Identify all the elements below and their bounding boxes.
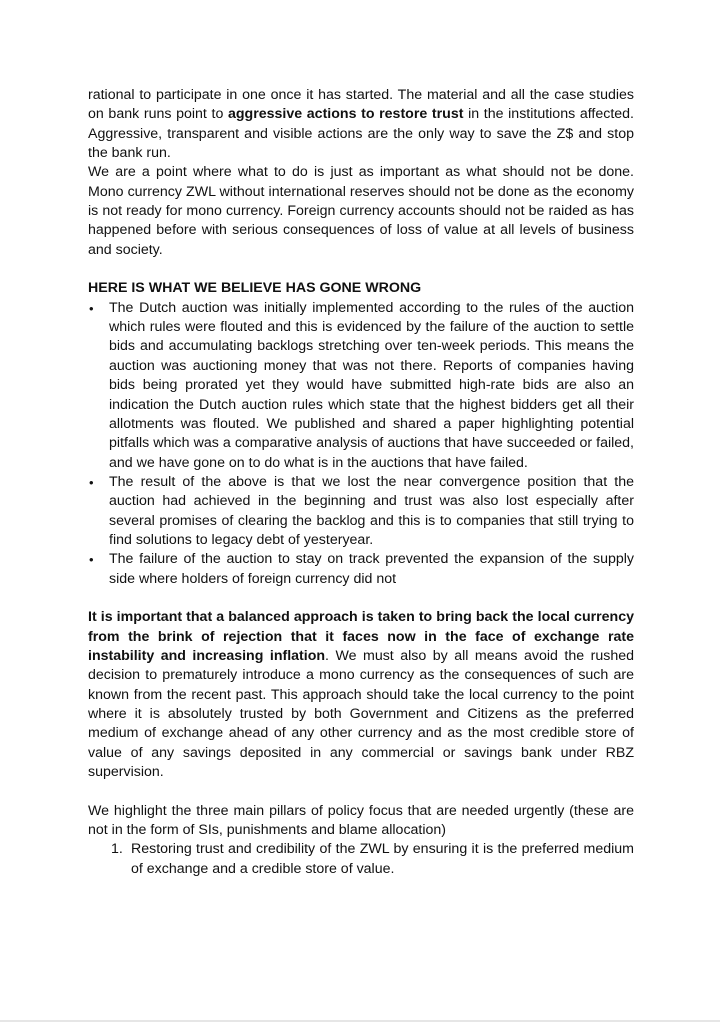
paragraph-text: in the institutions affected. Aggressive, transparent and visible actions are the only way to save the Z$ and stop the bank run. xyxy=(88,106,634,162)
numbered-item-text: Restoring trust and credibility of the ZWL by ensuring it is the preferred medium of exchange and a credible store of value. xyxy=(131,841,634,877)
bullet-icon: • xyxy=(89,552,94,568)
bullet-item-supply-side xyxy=(88,550,634,589)
paragraph-bank-run xyxy=(88,86,634,163)
bullet-item-convergence xyxy=(88,473,634,550)
bullet-text: The Dutch auction was initially implemented according to the rules of the auction which rules were flouted and this is evidenced by the failure of the auction to settle bids and accumulating backlogs stretching over ten-week periods. This means the auction was auctioning money that was not there. Reports of companies having bids being prorated yet they would have submitted high-rate bids are also an indication the Dutch auction rules which state that the highest bidders get all their allotments was flouted. We published and shared a paper highlighting potential pitfalls which was a comparative analysis of auctions that have succeeded or failed, and we have gone on to do what is in the auctions that have failed. xyxy=(109,299,634,471)
section-heading: HERE IS WHAT WE BELIEVE HAS GONE WRONG xyxy=(88,280,422,297)
spacer xyxy=(88,260,634,279)
document-page xyxy=(88,86,634,879)
paragraph-balanced-approach xyxy=(88,608,634,782)
bold-emphasis: aggressive actions to restore trust xyxy=(228,106,464,123)
bullet-list xyxy=(88,299,634,589)
bullet-icon: • xyxy=(89,474,94,490)
paragraph-text: . We must also by all means avoid the rushed decision to prematurely introduce a mono currency as the consequences of such are known from the recent past. This approach should take the local currency to the point where it is absolutely trusted by both Government and Citizens as the preferred medium of exchange ahead of any other currency and as the most credible store of value of any savings deposited in any commercial or savings bank under RBZ supervision. xyxy=(88,647,634,781)
spacer xyxy=(88,782,634,801)
numbered-item-restore-trust xyxy=(88,840,634,879)
bullet-icon: • xyxy=(89,300,94,316)
bullet-text: The result of the above is that we lost the near convergence position that the auction had achieved in the beginning and trust was also lost especially after several promises of clearing the backlog and this is to companies that still trying to find solutions to legacy debt of yesteryear. xyxy=(109,473,634,548)
numbered-list xyxy=(88,840,634,879)
paragraph-text: rational to participate in one once it has started. The material and all the case studies on bank runs point to xyxy=(88,87,634,123)
paragraph-pillars-intro: We highlight the three main pillars of policy focus that are needed urgently (these are not in the form of SIs, punishments and blame allocation) xyxy=(88,802,634,839)
list-number: 1. xyxy=(111,841,123,858)
bullet-text: The failure of the auction to stay on track prevented the expansion of the supply side where holders of foreign currency did not xyxy=(109,551,634,587)
spacer xyxy=(88,589,634,608)
bullet-item-dutch-auction xyxy=(88,299,634,473)
bold-emphasis: It is important that a balanced approach is taken to bring back the local currency from the brink of rejection that it faces now in the face of exchange rate instability and increasing inflation xyxy=(88,609,634,664)
paragraph-what-not-to-do: We are a point where what to do is just as important as what should not be done. Mono currency ZWL without international reserves should not be done as the economy is not ready for mono currency. Foreign currency accounts should not be raided as has happened before with serious consequences of loss of value at all levels of business and society. xyxy=(88,164,634,258)
